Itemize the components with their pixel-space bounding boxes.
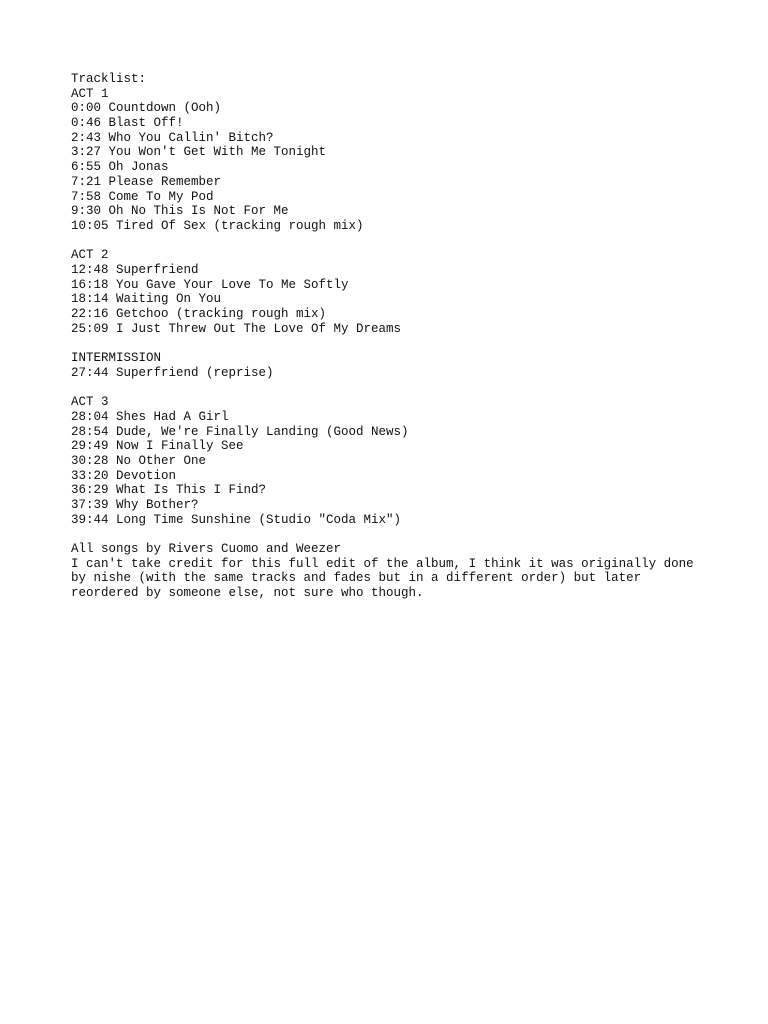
note-line: reordered by someone else, not sure who though. xyxy=(71,586,424,601)
blank-line xyxy=(71,380,711,395)
track-line: 28:04 Shes Had A Girl xyxy=(71,409,229,424)
act-3-section xyxy=(71,395,711,527)
tracklist-heading: Tracklist: xyxy=(71,72,147,86)
track-line: 29:49 Now I Finally See xyxy=(71,439,244,454)
blank-line xyxy=(71,336,711,351)
track-line: 10:05 Tired Of Sex (tracking rough mix) xyxy=(71,218,364,233)
note-line: All songs by Rivers Cuomo and Weezer xyxy=(71,542,342,556)
track-line: 16:18 You Gave Your Love To Me Softly xyxy=(71,277,349,292)
intermission-section xyxy=(71,351,711,380)
act-title: ACT 2 xyxy=(71,248,109,263)
track-line: 18:14 Waiting On You xyxy=(71,292,222,307)
act-1-section xyxy=(71,87,711,234)
track-line: 37:39 Why Bother? xyxy=(71,497,199,512)
credits-notes xyxy=(71,542,711,601)
track-line: 0:00 Countdown (Ooh) xyxy=(71,101,222,116)
note-line: by nishe (with the same tracks and fades but in a different order) but later xyxy=(71,571,642,586)
track-line: 2:43 Who You Callin' Bitch? xyxy=(71,130,274,145)
blank-line xyxy=(71,234,711,249)
act-title: ACT 3 xyxy=(71,395,109,410)
track-line: 3:27 You Won't Get With Me Tonight xyxy=(71,145,327,160)
track-line: 7:58 Come To My Pod xyxy=(71,189,214,204)
track-line: 22:16 Getchoo (tracking rough mix) xyxy=(71,307,327,321)
track-line: 25:09 I Just Threw Out The Love Of My Dreams xyxy=(71,321,402,336)
track-line: 39:44 Long Time Sunshine (Studio "Coda Mix") xyxy=(71,512,402,527)
blank-line xyxy=(71,527,711,542)
track-line: 33:20 Devotion xyxy=(71,468,177,483)
track-line: 36:29 What Is This I Find? xyxy=(71,483,267,498)
track-line: 30:28 No Other One xyxy=(71,453,207,468)
track-line: 28:54 Dude, We're Finally Landing (Good News) xyxy=(71,424,409,439)
tracklist-document xyxy=(71,72,711,601)
note-line: I can't take credit for this full edit of the album, I think it was originally done xyxy=(71,556,694,571)
track-line: 7:21 Please Remember xyxy=(71,174,222,189)
track-line: 27:44 Superfriend (reprise) xyxy=(71,365,274,380)
track-line: 9:30 Oh No This Is Not For Me xyxy=(71,204,289,219)
track-line: 6:55 Oh Jonas xyxy=(71,160,169,175)
track-line: 0:46 Blast Off! xyxy=(71,116,184,131)
act-2-section xyxy=(71,248,711,336)
track-line: 12:48 Superfriend xyxy=(71,262,199,277)
act-title: ACT 1 xyxy=(71,86,109,101)
act-title: INTERMISSION xyxy=(71,351,162,366)
